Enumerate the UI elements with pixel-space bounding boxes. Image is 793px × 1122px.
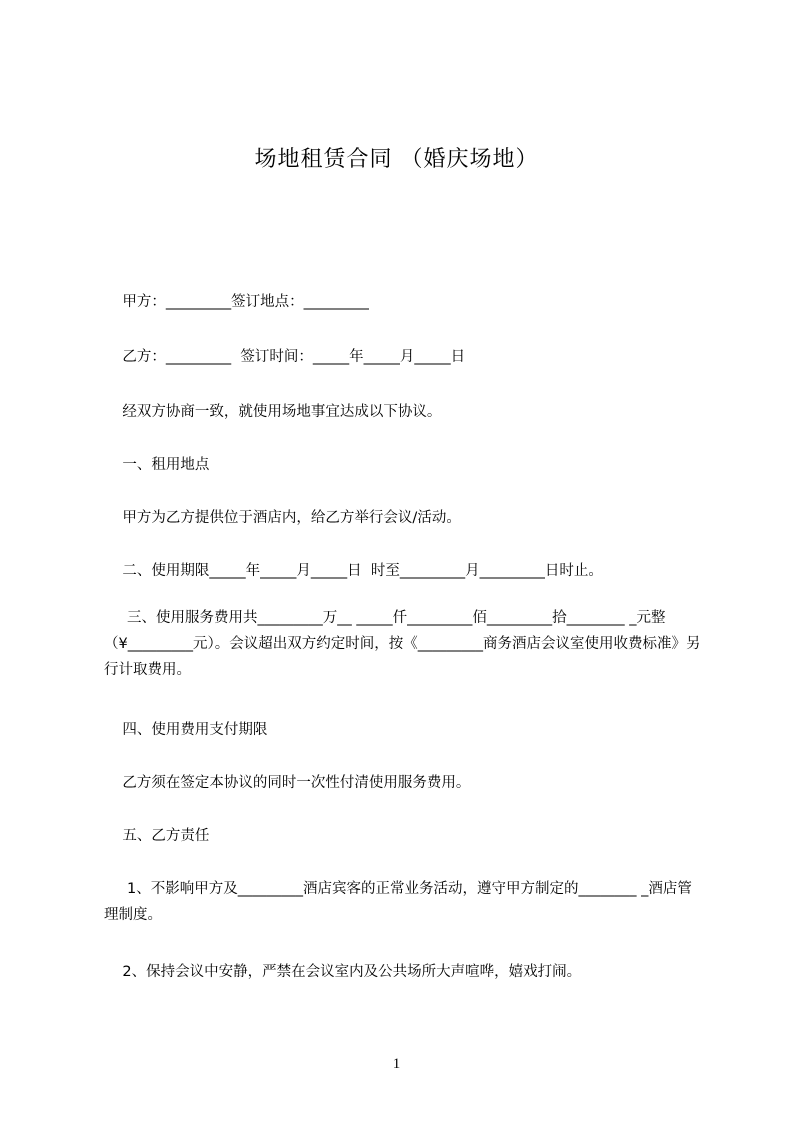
section-1-body: 甲方为乙方提供位于酒店内，给乙方举行会议/活动。 xyxy=(104,510,461,526)
page-number: 1 xyxy=(392,1056,401,1072)
section-5-item-1: 1、不影响甲方及_________酒店宾客的正常业务活动，遵守甲方制定的________ _酒店管理制度。 xyxy=(104,881,692,923)
intro-paragraph: 经双方协商一致，就使用场地事宜达成以下协议。 xyxy=(104,404,442,420)
section-3-paragraph: 三、使用服务费用共_________万__ _____仟_________佰_________拾________ _元整（¥_________元）。会议超出双方约定时间，按《_________商务酒店会议室使用收费标准》另行计取费用。 xyxy=(104,610,701,678)
section-2-paragraph: 二、使用期限_____年_____月_____日 时至_________月_________日时止。 xyxy=(104,563,603,579)
party-a-line: 甲方：_________签订地点：_________ xyxy=(104,294,369,310)
document-title: 场地租赁合同 （婚庆场地） xyxy=(254,147,539,172)
section-5-heading: 五、乙方责任 xyxy=(104,828,210,844)
section-1-heading: 一、租用地点 xyxy=(104,457,210,473)
section-4-heading: 四、使用费用支付期限 xyxy=(104,722,268,738)
party-b-line: 乙方：_________ 签订时间：_____年_____月_____日 xyxy=(104,349,466,365)
section-4-body: 乙方须在签定本协议的同时一次性付清使用服务费用。 xyxy=(104,775,471,791)
section-5-item-2: 2、保持会议中安静，严禁在会议室内及公共场所大声喧哗，嬉戏打闹。 xyxy=(104,964,582,980)
